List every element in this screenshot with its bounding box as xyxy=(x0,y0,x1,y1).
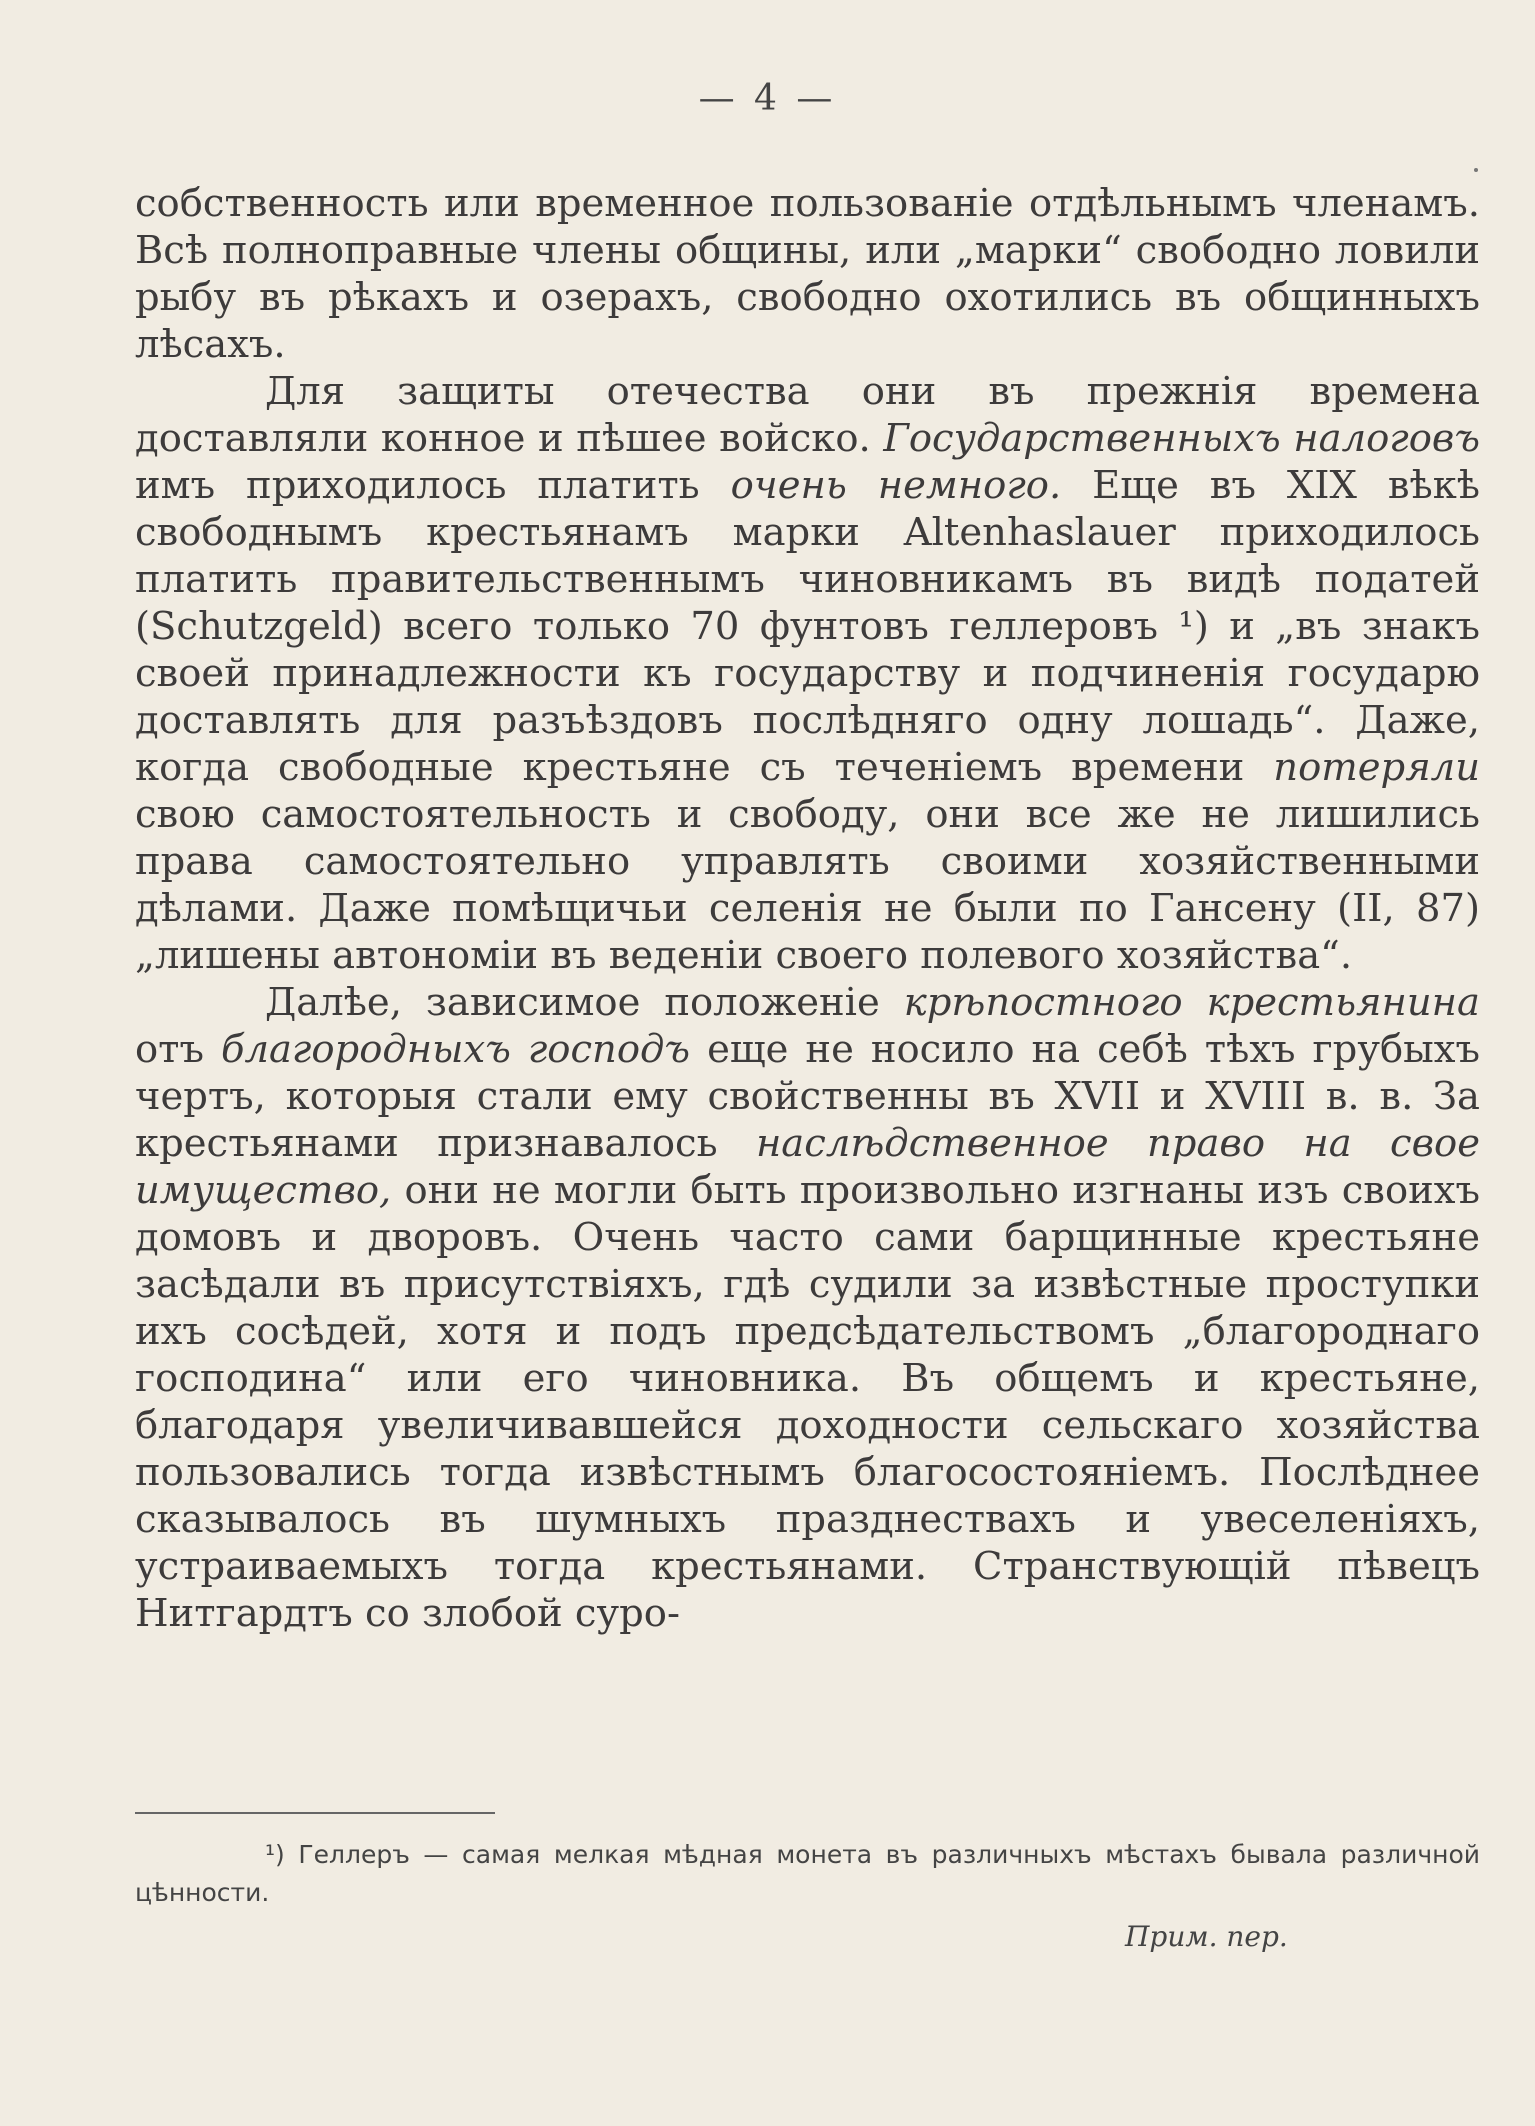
emphasized-text: потеряли xyxy=(1273,745,1480,790)
footnote-body: Геллеръ — самая мелкая мѣдная монета въ различныхъ мѣстахъ бывала различной цѣнности. xyxy=(135,1840,1480,1907)
paragraph xyxy=(135,180,1480,368)
text-run: свою самостоятельность и свободу, они все же не лишились права самостоятельно управлять своими хозяйственными дѣлами. Даже помѣщичьи селенія не были по Гансену (II, 87) „лишены автономіи въ веденіи своего полевого хозяйства“. xyxy=(135,792,1480,978)
print-speck xyxy=(1474,168,1478,172)
emphasized-text: крѣпостного крестьянина xyxy=(903,980,1480,1025)
text-run: отъ xyxy=(135,1027,221,1072)
footnote-text xyxy=(135,1836,1480,1912)
footnote-marker: ¹) xyxy=(265,1840,285,1869)
page-number: — 4 — xyxy=(698,78,837,119)
text-run: Далѣе, зависимое положеніе xyxy=(265,980,904,1025)
paragraph xyxy=(135,979,1480,1637)
footnote xyxy=(135,1836,1480,1912)
paragraph xyxy=(135,368,1480,979)
text-run: имъ приходилось платить xyxy=(135,463,731,508)
text-run: Для защиты отечества они въ прежнія времена доставляли конное и пѣшее войско. xyxy=(135,369,1480,461)
text-run: еще не носило на себѣ тѣхъ грубыхъ чертъ, которыя стали ему свойственны въ XVII и XVIII в. в. За крестьянами признавалось xyxy=(135,1027,1481,1166)
emphasized-text: благородныхъ господъ xyxy=(220,1027,691,1072)
emphasized-text: Государственныхъ налоговъ xyxy=(883,416,1480,461)
emphasized-text: наслѣдственное право на свое имущество, xyxy=(135,1121,1480,1213)
text-run: Еще въ XIX вѣкѣ свободнымъ крестьянамъ марки Altenhaslauer приходилось платить правительственнымъ чиновникамъ въ видѣ податей (Schutzgeld) всего только 70 фунтовъ геллеровъ ¹) и „въ знакъ своей принадлежности къ государству и подчиненія государю доставлять для разъѣздовъ послѣдняго одну лошадь“. Даже, когда свободные крестьяне съ теченіемъ времени xyxy=(135,463,1481,790)
text-run: они не могли быть произвольно изгнаны изъ своихъ домовъ и дворовъ. Очень часто сами барщинные крестьяне засѣдали въ присутствіяхъ, гдѣ судили за извѣстные проступки ихъ сосѣдей, хотя и подъ предсѣдательствомъ „благороднаго господина“ или его чиновника. Въ общемъ и крестьяне, благодаря увеличивавшейся доходности сельскаго хозяйства пользовались тогда извѣстнымъ благосостояніемъ. Послѣднее сказывалось въ шумныхъ празднествахъ и увеселеніяхъ, устраиваемыхъ тогда крестьянами. Странствующій пѣвецъ Нитгардтъ со злобой суро- xyxy=(135,1168,1480,1636)
emphasized-text: очень немного. xyxy=(730,463,1062,508)
body-text xyxy=(135,180,1480,1637)
text-run: собственность или временное пользованіе отдѣльнымъ членамъ. Всѣ полноправные члены общины, или „марки“ свободно ловили рыбу въ рѣкахъ и озерахъ, свободно охотились въ общинныхъ лѣсахъ. xyxy=(135,181,1480,367)
footnote-signature: Прим. пер. xyxy=(1125,1920,1288,1953)
footnote-rule xyxy=(135,1812,495,1814)
